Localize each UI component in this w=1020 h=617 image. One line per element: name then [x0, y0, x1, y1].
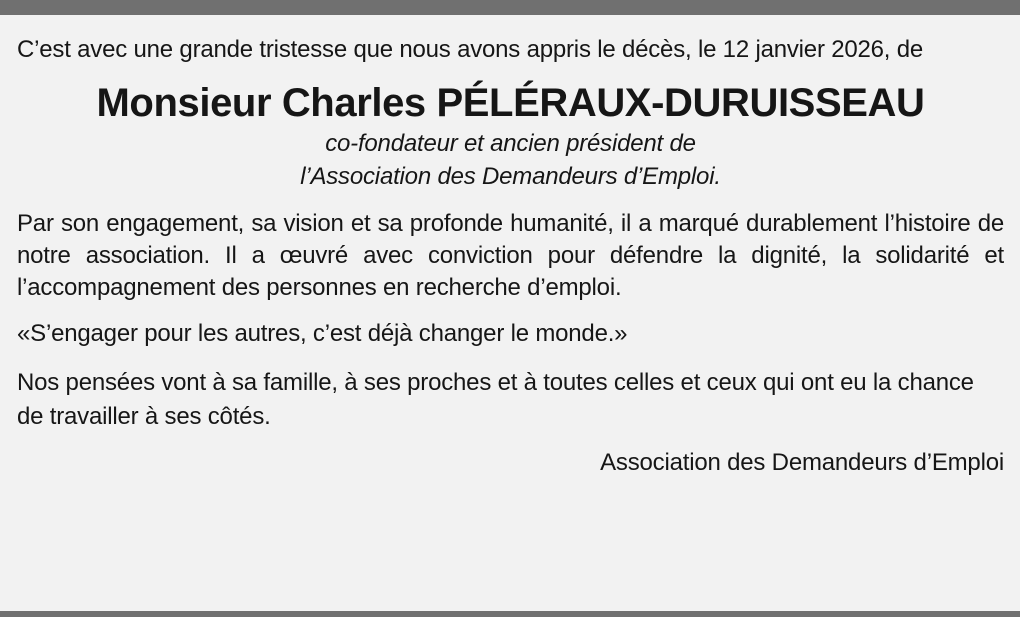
intro-text: C’est avec une grande tristesse que nous avons appris le décès, le 12 janvier 2026, de: [17, 36, 924, 63]
condolences-paragraph: Nos pensées vont à sa famille, à ses proches et à toutes celles et ceux qui ont eu la chance de travailler à ses côtés.: [17, 369, 974, 430]
bottom-border: [0, 611, 1020, 617]
role-line-1: co-fondateur et ancien président de: [325, 130, 696, 157]
deceased-name: Monsieur Charles PÉLÉRAUX-DURUISSEAU: [96, 81, 925, 125]
tribute-paragraph: Par son engagement, sa vision et sa profonde humanité, il a marqué durablement l’histoire de notre association. Il a œuvré avec conviction pour défendre la dignité, la solidarité et l’accompagnement des personnes en recherche d’emploi.: [17, 210, 1004, 301]
deceased-role: [17, 127, 1004, 193]
top-border: [0, 0, 1020, 15]
role-line-2: l’Association des Demandeurs d’Emploi.: [300, 163, 721, 190]
obituary-notice: [17, 33, 1004, 479]
signature: Association des Demandeurs d’Emploi: [600, 449, 1004, 476]
quote-text: «S’engager pour les autres, c’est déjà changer le monde.»: [17, 320, 628, 347]
